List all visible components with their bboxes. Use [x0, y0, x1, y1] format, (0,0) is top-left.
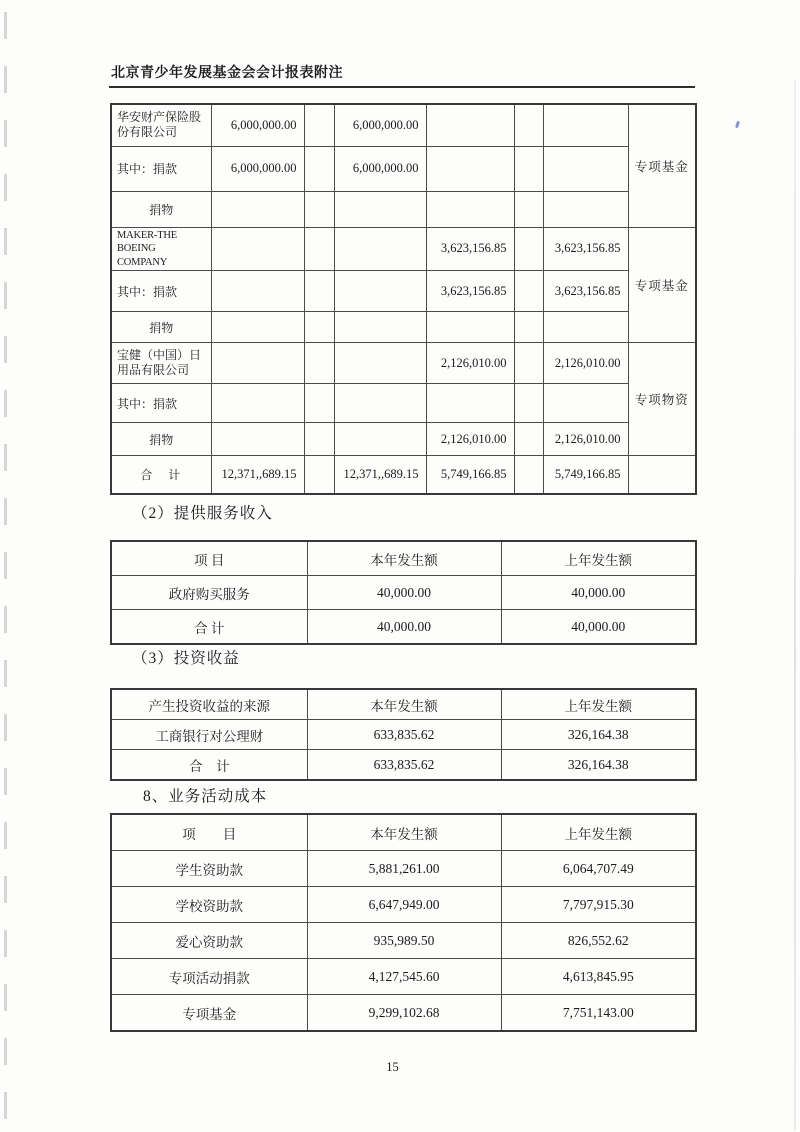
- spacer-cell: [304, 191, 334, 227]
- amount-cell: [334, 191, 426, 227]
- table-row: [111, 720, 696, 750]
- row-label-cell: 其中：捐款: [111, 271, 211, 312]
- value-cell: 6,064,707.49: [501, 851, 696, 887]
- row-label-cell: 其中：捐款: [111, 384, 211, 423]
- table-row: [111, 191, 696, 227]
- table-row: [111, 959, 696, 995]
- value-cell: 935,989.50: [307, 923, 501, 959]
- amount-cell: 3,623,156.85: [543, 271, 628, 312]
- table-row: [111, 423, 696, 456]
- spacer-cell: [514, 191, 543, 227]
- donor-name-cell: MAKER-THE BOEING COMPANY: [111, 227, 211, 271]
- section-heading-service-income: （2）提供服务收入: [132, 505, 273, 522]
- item-cell: 爱心资助款: [111, 923, 307, 959]
- value-cell: 9,299,102.68: [307, 995, 501, 1032]
- table-row: [111, 576, 696, 610]
- binding-marks: [4, 12, 7, 1124]
- amount-cell: 6,000,000.00: [211, 104, 304, 146]
- item-cell: 政府购买服务: [111, 576, 307, 610]
- row-label-cell: 其中：捐款: [111, 146, 211, 191]
- section-heading-activity-cost: 8、业务活动成本: [143, 788, 268, 805]
- amount-cell: [426, 312, 514, 343]
- row-label-cell: 捐物: [111, 191, 211, 227]
- amount-cell: [426, 146, 514, 191]
- value-cell: 4,613,845.95: [501, 959, 696, 995]
- header-cell: 项 目: [111, 814, 307, 851]
- value-cell: 7,751,143.00: [501, 995, 696, 1032]
- value-cell: 4,127,545.60: [307, 959, 501, 995]
- amount-cell: [334, 423, 426, 456]
- category-cell: 专项基金: [628, 227, 696, 343]
- amount-cell: [211, 227, 304, 271]
- spacer-cell: [304, 456, 334, 494]
- amount-cell: [426, 191, 514, 227]
- amount-cell: [211, 191, 304, 227]
- value-cell: 826,552.62: [501, 923, 696, 959]
- amount-cell: 3,623,156.85: [543, 227, 628, 271]
- amount-cell: [426, 104, 514, 146]
- header-cell: 上年发生额: [501, 541, 696, 576]
- amount-cell: [543, 191, 628, 227]
- table-row: [111, 227, 696, 271]
- spacer-cell: [304, 104, 334, 146]
- amount-cell: 6,000,000.00: [211, 146, 304, 191]
- spacer-cell: [304, 343, 334, 384]
- amount-cell: 6,000,000.00: [334, 104, 426, 146]
- amount-cell: 6,000,000.00: [334, 146, 426, 191]
- value-cell: 40,000.00: [501, 610, 696, 645]
- table-row: [111, 104, 696, 146]
- amount-cell: [334, 384, 426, 423]
- value-cell: 40,000.00: [501, 576, 696, 610]
- activity-cost-table: [110, 813, 697, 1032]
- amount-cell: 2,126,010.00: [543, 423, 628, 456]
- header-cell: 产生投资收益的来源: [111, 689, 307, 720]
- amount-cell: [543, 312, 628, 343]
- header-cell: 本年发生额: [307, 814, 501, 851]
- amount-cell: [334, 343, 426, 384]
- amount-cell: [543, 384, 628, 423]
- amount-cell: [211, 271, 304, 312]
- spacer-cell: [304, 271, 334, 312]
- value-cell: 6,647,949.00: [307, 887, 501, 923]
- spacer-cell: [304, 227, 334, 271]
- value-cell: 7,797,915.30: [501, 887, 696, 923]
- spacer-cell: [514, 384, 543, 423]
- table-header-row: [111, 814, 696, 851]
- spacer-cell: [304, 384, 334, 423]
- header-cell: 本年发生额: [307, 689, 501, 720]
- amount-cell: [334, 227, 426, 271]
- table-row-total: [111, 750, 696, 781]
- amount-cell: 2,126,010.00: [543, 343, 628, 384]
- item-cell: 学校资助款: [111, 887, 307, 923]
- item-cell: 学生资助款: [111, 851, 307, 887]
- amount-cell: [543, 104, 628, 146]
- table-row: [111, 312, 696, 343]
- spacer-cell: [514, 423, 543, 456]
- donor-name-cell: 宝健（中国）日用品有限公司: [111, 343, 211, 384]
- total-label-cell: 合 计: [111, 610, 307, 645]
- value-cell: 5,881,261.00: [307, 851, 501, 887]
- amount-cell: [334, 312, 426, 343]
- table-row: [111, 887, 696, 923]
- header-cell: 上年发生额: [501, 689, 696, 720]
- amount-cell: [211, 423, 304, 456]
- scan-edge-line: [794, 80, 796, 1130]
- item-cell: 专项基金: [111, 995, 307, 1032]
- total-label-cell: 合 计: [111, 456, 211, 494]
- spacer-cell: [304, 312, 334, 343]
- amount-cell: 12,371,,689.15: [211, 456, 304, 494]
- value-cell: 40,000.00: [307, 610, 501, 645]
- spacer-cell: [514, 271, 543, 312]
- title-divider: [109, 86, 695, 88]
- amount-cell: 2,126,010.00: [426, 423, 514, 456]
- spacer-cell: [304, 423, 334, 456]
- table-row: [111, 384, 696, 423]
- row-label-cell: 捐物: [111, 423, 211, 456]
- amount-cell: [426, 384, 514, 423]
- spacer-cell: [514, 227, 543, 271]
- spacer-cell: [514, 146, 543, 191]
- value-cell: 633,835.62: [307, 750, 501, 781]
- item-cell: 专项活动捐款: [111, 959, 307, 995]
- service-income-table: [110, 540, 697, 645]
- spacer-cell: [304, 146, 334, 191]
- amount-cell: [211, 312, 304, 343]
- amount-cell: [211, 343, 304, 384]
- section-heading-investment-income: （3）投资收益: [132, 650, 240, 667]
- spacer-cell: [514, 312, 543, 343]
- investment-income-table: [110, 688, 697, 781]
- pen-mark: [735, 121, 740, 129]
- page-number: 15: [386, 1060, 399, 1074]
- table-row: [111, 271, 696, 312]
- header-cell: 项 目: [111, 541, 307, 576]
- table-row: [111, 923, 696, 959]
- amount-cell: 2,126,010.00: [426, 343, 514, 384]
- header-cell: 上年发生额: [501, 814, 696, 851]
- row-label-cell: 捐物: [111, 312, 211, 343]
- amount-cell: 12,371,,689.15: [334, 456, 426, 494]
- amount-cell: 3,623,156.85: [426, 227, 514, 271]
- item-cell: 工商银行对公理财: [111, 720, 307, 750]
- table-row: [111, 343, 696, 384]
- value-cell: 326,164.38: [501, 720, 696, 750]
- amount-cell: [543, 146, 628, 191]
- spacer-cell: [514, 343, 543, 384]
- amount-cell: [211, 384, 304, 423]
- spacer-cell: [514, 104, 543, 146]
- amount-cell: 5,749,166.85: [426, 456, 514, 494]
- category-cell: 专项基金: [628, 104, 696, 227]
- table-row: [111, 851, 696, 887]
- table-row: [111, 995, 696, 1032]
- amount-cell: 3,623,156.85: [426, 271, 514, 312]
- value-cell: 326,164.38: [501, 750, 696, 781]
- value-cell: 40,000.00: [307, 576, 501, 610]
- table-header-row: [111, 541, 696, 576]
- table-header-row: [111, 689, 696, 720]
- value-cell: 633,835.62: [307, 720, 501, 750]
- amount-cell: 5,749,166.85: [543, 456, 628, 494]
- spacer-cell: [514, 456, 543, 494]
- amount-cell: [334, 271, 426, 312]
- table-row-total: [111, 610, 696, 645]
- category-cell: [628, 456, 696, 494]
- page-title: 北京青少年发展基金会会计报表附注: [111, 66, 343, 81]
- donation-table: [110, 103, 697, 495]
- table-row-total: [111, 456, 696, 494]
- category-cell: 专项物资: [628, 343, 696, 456]
- donor-name-cell: 华安财产保险股份有限公司: [111, 104, 211, 146]
- header-cell: 本年发生额: [307, 541, 501, 576]
- total-label-cell: 合 计: [111, 750, 307, 781]
- table-row: [111, 146, 696, 191]
